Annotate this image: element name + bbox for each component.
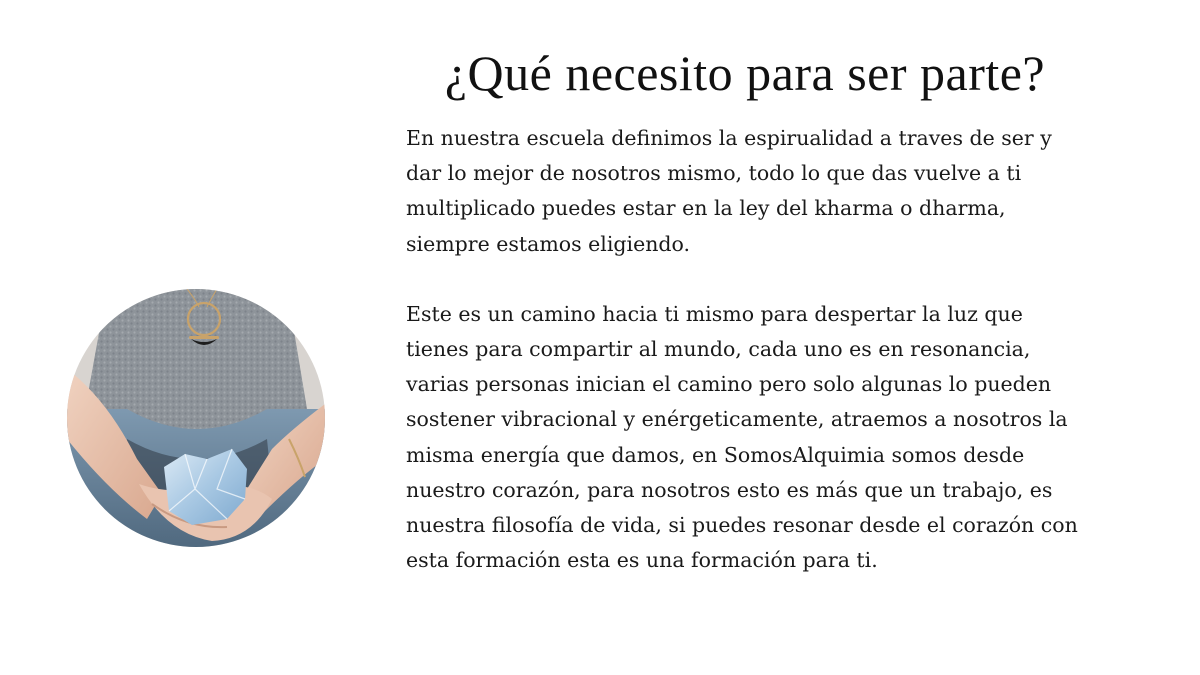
page-title: ¿Qué necesito para ser parte? (444, 45, 1046, 101)
paragraph-spirituality: En nuestra escuela definimos la espirualidad a traves de ser y dar lo mejor de nosotros mismo, todo lo que das vuelve a ti multiplicado puedes estar en la ley del kharma o dharma, siempre estamos eligiendo. (406, 126, 1052, 256)
description-text (406, 121, 1146, 578)
crystal-hands-photo (67, 289, 325, 547)
paragraph-path: Este es un camino hacia ti mismo para despertar la luz que tienes para compartir al mundo, cada uno es en resonancia, varias personas inician el camino pero solo algunas lo pueden sostener vibracional y enérgeticamente, atraemos a nosotros la misma energía que damos, en SomosAlquimia somos desde nuestro corazón, para nosotros esto es más que un trabajo, es nuestra filosofía de vida, si puedes resonar desde el corazón con esta formación esta es una formación para ti. (406, 301, 1078, 573)
